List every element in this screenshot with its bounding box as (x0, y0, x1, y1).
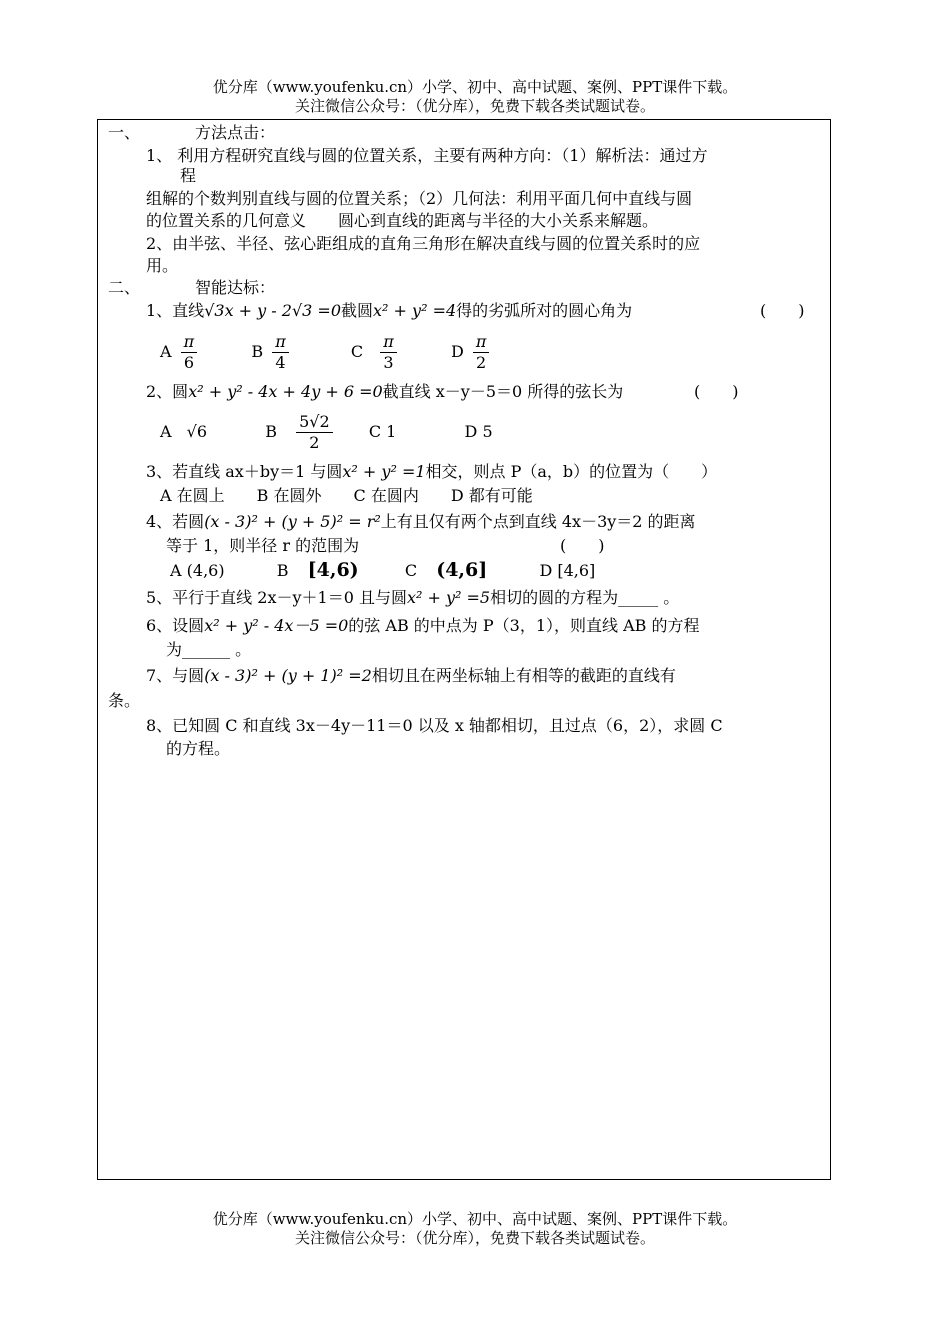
q1-b-num: π (272, 332, 289, 353)
section1-title (108, 123, 275, 143)
question-4 (146, 512, 696, 532)
q4-option-d: D [4,6] (539, 561, 596, 580)
q1-options (160, 328, 493, 376)
q6-post: 的弦 AB 的中点为 P（3，1），则直线 AB 的方程 (348, 616, 700, 635)
q3-post: 相交，则点 P（a，b）的位置为（ ） (425, 462, 718, 481)
q4-option-c-value: (4,6] (436, 559, 488, 581)
q2-option-c: C 1 (368, 422, 397, 441)
q3-circle-equation: x² + y² =1 (342, 462, 426, 481)
q5-post: 相切的圆的方程为_____ 。 (490, 588, 680, 607)
q3-pre: 3、若直线 ax＋by＝1 与圆 (146, 462, 343, 481)
q4-post: 上有且仅有两个点到直线 4x－3y＝2 的距离 (380, 512, 696, 531)
q1-option-c: C (350, 342, 364, 361)
q1-b-den: 4 (275, 353, 286, 372)
q7-pre: 7、与圆 (146, 666, 205, 685)
q2-option-d: D 5 (464, 422, 493, 441)
q6-circle-equation: x² + y² - 4x－5 =0 (204, 616, 349, 635)
q1-c-num: π (380, 332, 397, 353)
q2-pre: 2、圆 (146, 382, 189, 401)
question-5 (146, 588, 679, 608)
footer-line-1: 优分库（www.youfenku.cn）小学、初中、高中试题、案例、PPT课件下载。 (212, 1210, 738, 1228)
q2-option-b-value (296, 412, 333, 453)
q7-line2: 条。 (108, 691, 141, 710)
section1-heading: 方法点击： (195, 123, 276, 142)
q7-post: 相切且在两坐标轴上有相等的截距的直线有 (371, 666, 676, 685)
q2-b-num: 5√2 (296, 412, 333, 433)
q1-option-a-value (181, 332, 198, 373)
method-p1-line4: 的位置关系的几何意义 圆心到直线的距离与半径的大小关系来解题。 (146, 211, 659, 230)
q1-a-num: π (181, 332, 198, 353)
q2-option-a-value: √6 (186, 422, 208, 441)
q1-line-equation: √3x + y - 2√3 =0 (204, 301, 342, 320)
q2-post: 截直线 x－y－5＝0 所得的弦长为 (382, 382, 624, 401)
page-header (0, 78, 950, 116)
q2-b-den: 2 (309, 433, 320, 452)
q1-pre: 1、直线 (146, 301, 205, 320)
section2-heading: 智能达标： (195, 278, 276, 297)
q1-option-c-value (380, 332, 397, 373)
q1-option-b: B (251, 342, 264, 361)
q1-mid: 截圆 (341, 301, 374, 320)
q4-option-b-value: [4,6) (307, 559, 359, 581)
question-6 (146, 616, 699, 636)
q5-circle-equation: x² + y² =5 (406, 588, 491, 607)
section2-title (108, 278, 275, 298)
q1-d-num: π (473, 332, 490, 353)
q1-post: 得的劣弧所对的圆心角为 (456, 301, 633, 320)
q6-pre: 6、设圆 (146, 616, 205, 635)
method-p1-line2: 程 (180, 166, 197, 185)
q2-option-a: A (160, 422, 172, 441)
method-p1-line3: 组解的个数判别直线与圆的位置关系；（2）几何法：利用平面几何中直线与圆 (146, 189, 693, 208)
q2-circle-equation: x² + y² - 4x + 4y + 6 =0 (188, 382, 383, 401)
question-3 (146, 462, 717, 482)
section2-number: 二、 (108, 278, 141, 297)
q4-line2: 等于 1，则半径 r 的范围为 (166, 536, 360, 555)
header-line-1: 优分库（www.youfenku.cn）小学、初中、高中试题、案例、PPT课件下载。 (212, 78, 738, 96)
question-1 (146, 301, 632, 321)
q4-answer-paren: ( ) (560, 536, 605, 555)
q1-option-d: D (450, 342, 464, 361)
q1-option-d-value (473, 332, 490, 373)
method-p2-line1: 2、由半弦、半径、弦心距组成的直角三角形在解决直线与圆的位置关系时的应 (146, 234, 701, 253)
q7-circle-equation: (x - 3)² + (y + 1)² =2 (204, 666, 372, 685)
method-p2-line2: 用。 (146, 256, 179, 275)
q1-option-a: A (160, 342, 172, 361)
q1-a-den: 6 (183, 353, 194, 372)
q5-pre: 5、平行于直线 2x－y＋1＝0 且与圆 (146, 588, 407, 607)
q4-option-b: B (276, 561, 289, 580)
q4-option-c: C (404, 561, 418, 580)
q1-option-b-value (272, 332, 289, 373)
q2-answer-paren: ( ) (694, 382, 739, 401)
q4-option-a: A (4,6) (170, 561, 225, 580)
question-8: 8、已知圆 C 和直线 3x－4y－11＝0 以及 x 轴都相切，且过点（6，2），求圆 C (146, 716, 723, 735)
question-2 (146, 382, 623, 402)
q1-d-den: 2 (476, 353, 487, 372)
q4-options (170, 560, 595, 581)
q6-line2: 为______ 。 (166, 640, 252, 659)
q2-option-b: B (265, 422, 277, 441)
section1-number: 一、 (108, 123, 141, 142)
q4-circle-equation: (x - 3)² + (y + 5)² = r² (204, 512, 381, 531)
content-frame (97, 119, 831, 1180)
header-line-2: 关注微信公众号：（优分库），免费下载各类试题试卷。 (294, 97, 655, 115)
q3-options: A 在圆上 B 在圆外 C 在圆内 D 都有可能 (160, 486, 533, 505)
method-p1-line1: 1、 利用方程研究直线与圆的位置关系，主要有两种方向：（1）解析法：通过方 (146, 146, 708, 165)
q8-line2: 的方程。 (166, 739, 231, 758)
footer-line-2: 关注微信公众号：（优分库），免费下载各类试题试卷。 (294, 1229, 655, 1247)
page-footer (0, 1210, 950, 1248)
q1-answer-paren: ( ) (760, 301, 805, 320)
q4-pre: 4、若圆 (146, 512, 205, 531)
q1-c-den: 3 (383, 353, 394, 372)
q2-options (160, 408, 493, 456)
q1-circle-equation: x² + y² =4 (373, 301, 457, 320)
question-7 (146, 666, 676, 686)
